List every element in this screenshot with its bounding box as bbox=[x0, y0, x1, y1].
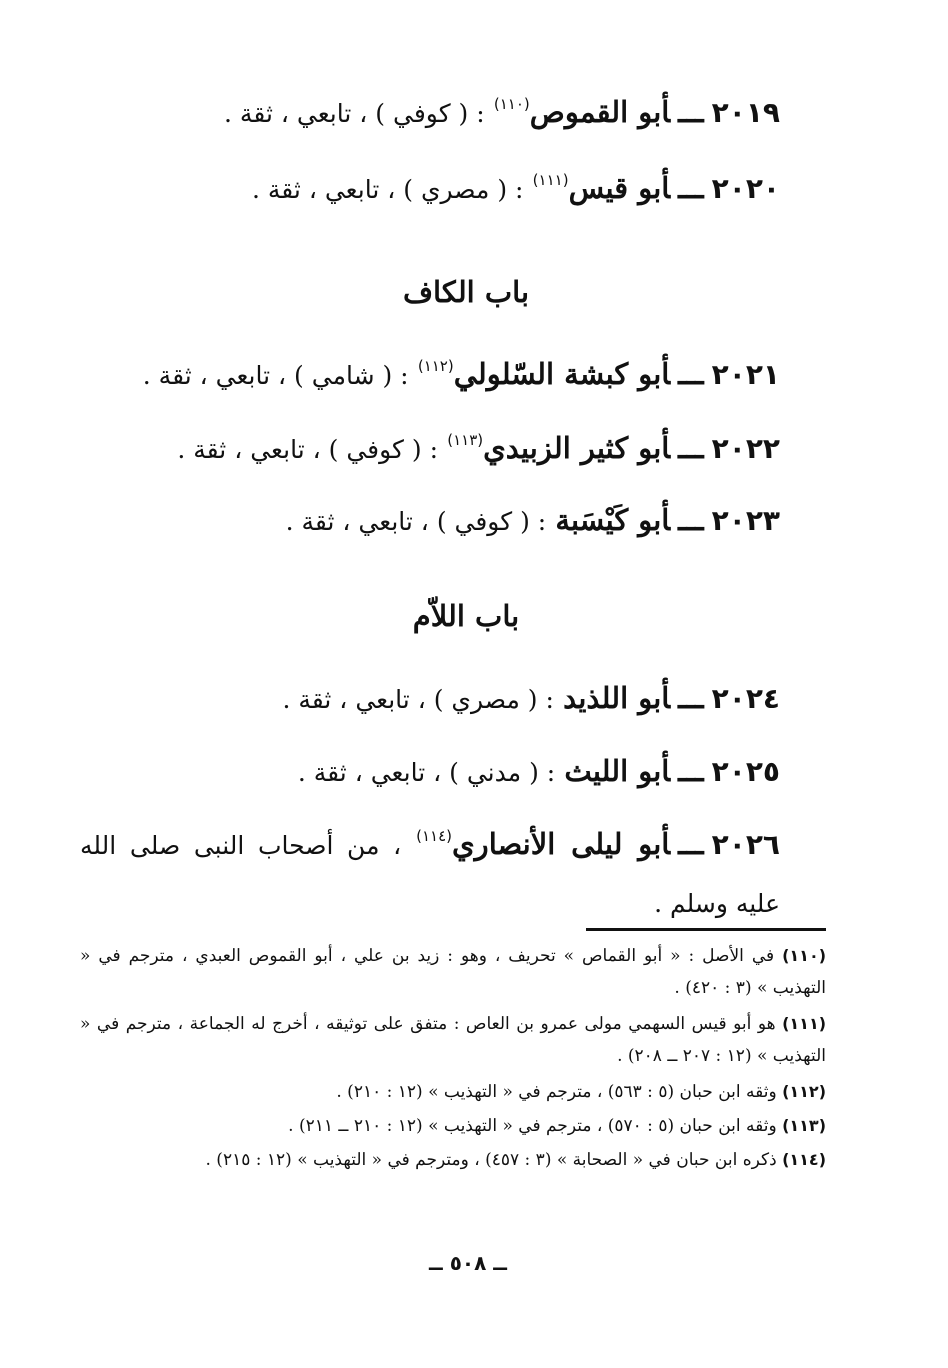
entry-dash: ـــ bbox=[678, 357, 704, 391]
entry-dash: ـــ bbox=[678, 171, 704, 205]
entry-name: أبو ليلى الأنصاري bbox=[451, 827, 671, 861]
entry-2025 bbox=[80, 743, 780, 793]
footnote-111 bbox=[80, 1008, 826, 1072]
entry-number: ٢٠٢٢ bbox=[711, 432, 780, 465]
footnote-ref: (١١٣) bbox=[447, 431, 484, 449]
footnote-ref: (١١٢) bbox=[417, 357, 454, 375]
footnote-number: (١١١) bbox=[782, 1014, 827, 1033]
footnote-text: ذكره ابن حبان في « الصحابة » (٣ : ٤٥٧) ، ومترجم في « التهذيب » (١٢ : ٢١٥) . bbox=[205, 1150, 777, 1170]
footnote-ref: (١١١) bbox=[532, 171, 569, 189]
entry-description: ، من أصحاب النبى صلى الله عليه وسلم . bbox=[80, 831, 780, 918]
entry-dash: ـــ bbox=[678, 503, 704, 537]
page-number: ــ ٥٠٨ ــ bbox=[429, 1251, 507, 1275]
entry-2023 bbox=[80, 492, 780, 542]
entry-description: : ( مصري ) ، تابعي ، ثقة . bbox=[251, 175, 524, 204]
footnote-text: وثقه ابن حبان (٥ : ٥٧٠) ، مترجم في « التهذيب » (١٢ : ٢١٠ ــ ٢١١) . bbox=[288, 1116, 777, 1136]
footnote-112 bbox=[80, 1076, 826, 1108]
entry-number: ٢٠٢٣ bbox=[711, 504, 780, 537]
footnote-text: وثقه ابن حبان (٥ : ٥٦٣) ، مترجم في « التهذيب » (١٢ : ٢١٠) . bbox=[336, 1082, 777, 1102]
entry-2021 bbox=[80, 346, 780, 396]
footnote-number: (١١٠) bbox=[782, 946, 827, 965]
footnote-number: (١١٤) bbox=[782, 1150, 826, 1169]
footnote-ref: (١١٤) bbox=[416, 827, 452, 845]
entry-name: أبو كبشة السّلولي bbox=[453, 357, 671, 391]
entry-description: : ( كوفي ) ، تابعي ، ثقة . bbox=[224, 99, 485, 128]
entry-dash: ـــ bbox=[678, 431, 704, 465]
entry-dash: ـــ bbox=[678, 95, 704, 129]
footnote-number: (١١٣) bbox=[782, 1116, 826, 1135]
entry-2020 bbox=[80, 160, 780, 210]
entry-name: أبو كَيْسَبة bbox=[555, 503, 671, 537]
entry-description: : ( مدني ) ، تابعي ، ثقة . bbox=[297, 758, 556, 787]
footnote-110 bbox=[80, 940, 826, 1004]
entry-dash: ـــ bbox=[678, 754, 704, 788]
footnote-114 bbox=[80, 1144, 826, 1176]
entry-description: : ( شامي ) ، تابعي ، ثقة . bbox=[142, 361, 409, 390]
entry-number: ٢٠٢٤ bbox=[711, 682, 780, 715]
entry-2019 bbox=[80, 84, 780, 134]
footnote-number: (١١٢) bbox=[782, 1082, 826, 1101]
entry-2026 bbox=[80, 808, 780, 932]
entry-2024 bbox=[80, 670, 780, 720]
section-heading-kaf: باب الكاف bbox=[402, 275, 530, 309]
entry-number: ٢٠٢٠ bbox=[711, 172, 780, 205]
section-heading-lam: باب اللاّم bbox=[412, 599, 520, 633]
footnote-113 bbox=[80, 1110, 826, 1142]
entry-description: : ( كوفي ) ، تابعي ، ثقة . bbox=[177, 435, 438, 464]
entry-number: ٢٠٢١ bbox=[711, 358, 780, 391]
footnote-text: هو أبو قيس السهمي مولى عمرو بن العاص : متفق على توثيقه ، أخرج له الجماعة ، مترجم في « التهذيب » (١٢ : ٢٠٧ ــ ٢٠٨) . bbox=[80, 1014, 826, 1066]
entry-name: أبو الليث bbox=[564, 754, 671, 788]
entry-number: ٢٠١٩ bbox=[711, 96, 780, 129]
entry-number: ٢٠٢٥ bbox=[711, 755, 780, 788]
entry-dash: ـــ bbox=[678, 681, 704, 715]
entry-dash: ـــ bbox=[678, 827, 704, 861]
entry-name: أبو القموص bbox=[529, 95, 671, 129]
footnote-separator bbox=[586, 928, 826, 931]
entry-name: أبو قيس bbox=[568, 171, 671, 205]
entry-number: ٢٠٢٦ bbox=[711, 828, 781, 861]
entry-description: : ( مصري ) ، تابعي ، ثقة . bbox=[282, 685, 554, 714]
entry-description: : ( كوفي ) ، تابعي ، ثقة . bbox=[285, 507, 547, 536]
footnote-text: في الأصل : « أبو القماص » تحريف ، وهو : زيد بن علي ، أبو القموص العبدي ، مترجم في « التهذيب » (٣ : ٤٢٠) . bbox=[80, 946, 826, 998]
entry-name: أبو كثير الزبيدي bbox=[483, 431, 671, 465]
entry-2022 bbox=[80, 420, 780, 470]
footnote-ref: (١١٠) bbox=[493, 95, 530, 113]
entry-name: أبو اللذيد bbox=[563, 681, 671, 715]
